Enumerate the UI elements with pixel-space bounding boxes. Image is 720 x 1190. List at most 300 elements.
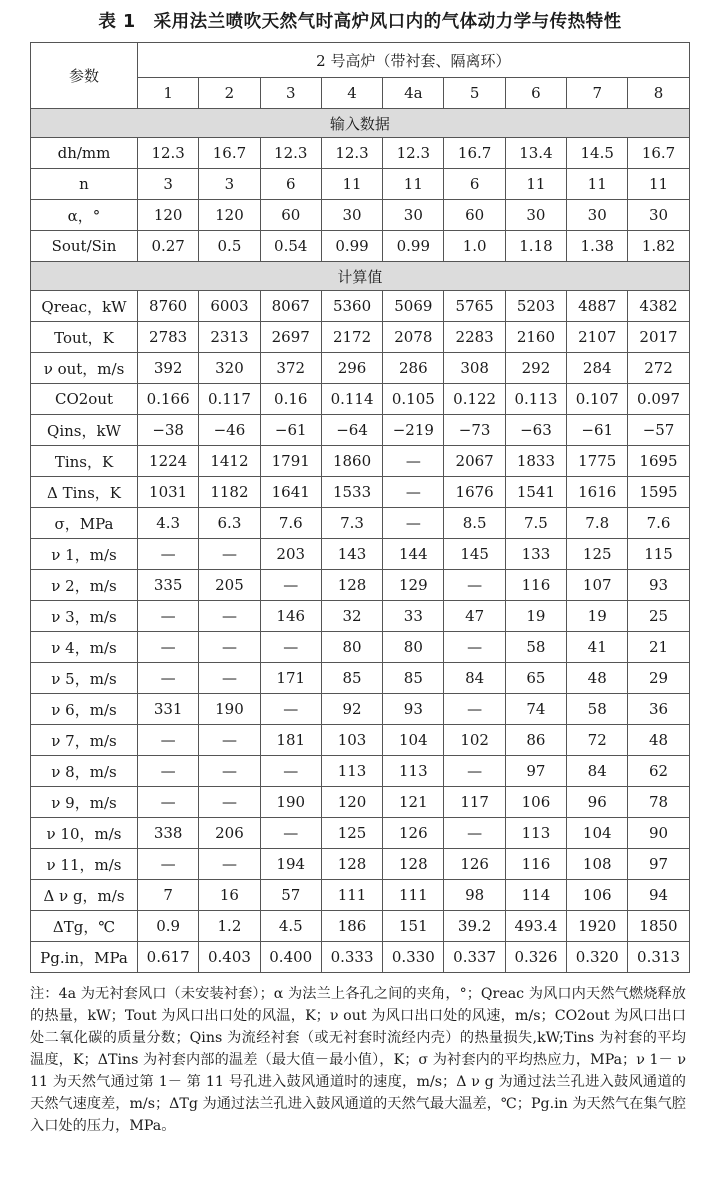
- table-cell: 284: [567, 353, 628, 384]
- table-cell: —: [260, 694, 321, 725]
- table-cell: 0.313: [628, 942, 689, 973]
- table-cell: 6.3: [199, 508, 260, 539]
- row-label: ν 8，m/s: [31, 756, 138, 787]
- table-row: [31, 384, 690, 415]
- table-cell: 493.4: [505, 911, 566, 942]
- table-cell: 25: [628, 601, 689, 632]
- table-cell: —: [260, 756, 321, 787]
- table-cell: 0.113: [505, 384, 566, 415]
- table-cell: 0.326: [505, 942, 566, 973]
- table-cell: 21: [628, 632, 689, 663]
- table-cell: 0.617: [138, 942, 199, 973]
- table-cell: 47: [444, 601, 505, 632]
- table-cell: 80: [321, 632, 382, 663]
- table-cell: 80: [383, 632, 444, 663]
- table-cell: 203: [260, 539, 321, 570]
- table-cell: 106: [505, 787, 566, 818]
- table-cell: 1541: [505, 477, 566, 508]
- table-cell: —: [444, 756, 505, 787]
- row-label: Pg.in，MPa: [31, 942, 138, 973]
- table-cell: 145: [444, 539, 505, 570]
- row-label: σ，MPa: [31, 508, 138, 539]
- table-cell: 1850: [628, 911, 689, 942]
- table-cell: 2078: [383, 322, 444, 353]
- row-label: ΔTg，℃: [31, 911, 138, 942]
- table-cell: −64: [321, 415, 382, 446]
- table-cell: 48: [567, 663, 628, 694]
- table-cell: 4.3: [138, 508, 199, 539]
- table-cell: 111: [321, 880, 382, 911]
- table-cell: 16: [199, 880, 260, 911]
- table-cell: 0.5: [199, 231, 260, 262]
- table-cell: 1775: [567, 446, 628, 477]
- table-row: [31, 756, 690, 787]
- table-cell: 2283: [444, 322, 505, 353]
- table-cell: 0.107: [567, 384, 628, 415]
- table-cell: 2313: [199, 322, 260, 353]
- table-cell: —: [199, 632, 260, 663]
- table-body: [31, 109, 690, 973]
- table-cell: 0.54: [260, 231, 321, 262]
- table-cell: 0.122: [444, 384, 505, 415]
- table-cell: —: [444, 694, 505, 725]
- row-label: Tout，K: [31, 322, 138, 353]
- table-cell: 116: [505, 849, 566, 880]
- table-cell: 16.7: [199, 138, 260, 169]
- table-cell: 1695: [628, 446, 689, 477]
- column-header: 7: [567, 78, 628, 109]
- table-cell: 60: [444, 200, 505, 231]
- table-cell: 151: [383, 911, 444, 942]
- table-cell: 392: [138, 353, 199, 384]
- table-row: [31, 632, 690, 663]
- table-cell: 320: [199, 353, 260, 384]
- table-cell: 104: [383, 725, 444, 756]
- table-cell: 7.6: [628, 508, 689, 539]
- table-row: [31, 570, 690, 601]
- column-header: 5: [444, 78, 505, 109]
- table-cell: —: [260, 818, 321, 849]
- table-cell: 114: [505, 880, 566, 911]
- table-cell: 190: [199, 694, 260, 725]
- table-cell: 0.097: [628, 384, 689, 415]
- table-cell: 0.114: [321, 384, 382, 415]
- table-cell: 4382: [628, 291, 689, 322]
- table-cell: 2017: [628, 322, 689, 353]
- column-header: 2: [199, 78, 260, 109]
- table-cell: 113: [505, 818, 566, 849]
- table-cell: 113: [383, 756, 444, 787]
- table-row: [31, 322, 690, 353]
- table-cell: 103: [321, 725, 382, 756]
- table-cell: 296: [321, 353, 382, 384]
- table-cell: 65: [505, 663, 566, 694]
- table-cell: 92: [321, 694, 382, 725]
- row-label: Δ Tins，K: [31, 477, 138, 508]
- table-cell: 78: [628, 787, 689, 818]
- table-cell: 128: [383, 849, 444, 880]
- table-cell: 11: [321, 169, 382, 200]
- table-cell: 84: [567, 756, 628, 787]
- row-label: dh/mm: [31, 138, 138, 169]
- table-cell: 171: [260, 663, 321, 694]
- table-cell: 85: [321, 663, 382, 694]
- table-row: [31, 849, 690, 880]
- table-cell: 1676: [444, 477, 505, 508]
- row-label: ν 3，m/s: [31, 601, 138, 632]
- table-cell: 62: [628, 756, 689, 787]
- table-cell: 36: [628, 694, 689, 725]
- table-cell: —: [383, 477, 444, 508]
- section-row: [31, 109, 690, 138]
- table-cell: 11: [567, 169, 628, 200]
- table-cell: 1.0: [444, 231, 505, 262]
- row-label: α，°: [31, 200, 138, 231]
- section-row: [31, 262, 690, 291]
- table-cell: 0.9: [138, 911, 199, 942]
- table-cell: 126: [444, 849, 505, 880]
- table-cell: 205: [199, 570, 260, 601]
- table-cell: 74: [505, 694, 566, 725]
- table-cell: 97: [505, 756, 566, 787]
- table-cell: 1224: [138, 446, 199, 477]
- table-cell: 0.320: [567, 942, 628, 973]
- table-cell: 129: [383, 570, 444, 601]
- column-header: 1: [138, 78, 199, 109]
- table-cell: 58: [567, 694, 628, 725]
- table-cell: 7: [138, 880, 199, 911]
- table-cell: −38: [138, 415, 199, 446]
- table-cell: 30: [321, 200, 382, 231]
- table-cell: 93: [383, 694, 444, 725]
- table-cell: −73: [444, 415, 505, 446]
- table-cell: −46: [199, 415, 260, 446]
- table-cell: 1031: [138, 477, 199, 508]
- table-cell: 144: [383, 539, 444, 570]
- table-cell: 125: [567, 539, 628, 570]
- row-label: ν 1，m/s: [31, 539, 138, 570]
- row-label: ν 9，m/s: [31, 787, 138, 818]
- row-label: CO2out: [31, 384, 138, 415]
- table-cell: 19: [567, 601, 628, 632]
- table-cell: 30: [567, 200, 628, 231]
- table-cell: 107: [567, 570, 628, 601]
- row-label: ν 7，m/s: [31, 725, 138, 756]
- row-label: ν out，m/s: [31, 353, 138, 384]
- table-row: [31, 663, 690, 694]
- table-cell: 6: [260, 169, 321, 200]
- table-row: [31, 291, 690, 322]
- table-cell: −219: [383, 415, 444, 446]
- table-cell: 117: [444, 787, 505, 818]
- table-cell: 2783: [138, 322, 199, 353]
- table-cell: 186: [321, 911, 382, 942]
- table-cell: —: [199, 725, 260, 756]
- row-label: ν 4，m/s: [31, 632, 138, 663]
- table-cell: 120: [199, 200, 260, 231]
- table-cell: 13.4: [505, 138, 566, 169]
- table-cell: 5360: [321, 291, 382, 322]
- table-cell: 5765: [444, 291, 505, 322]
- table-row: [31, 353, 690, 384]
- table-cell: −57: [628, 415, 689, 446]
- table-cell: 0.166: [138, 384, 199, 415]
- table-cell: —: [138, 601, 199, 632]
- table-cell: —: [383, 446, 444, 477]
- table-cell: —: [199, 539, 260, 570]
- table-cell: 30: [628, 200, 689, 231]
- table-cell: 0.330: [383, 942, 444, 973]
- table-cell: 96: [567, 787, 628, 818]
- table-cell: 372: [260, 353, 321, 384]
- table-cell: 7.3: [321, 508, 382, 539]
- table-title: 表 1 采用法兰喷吹天然气时高炉风口内的气体动力学与传热特性: [98, 12, 622, 32]
- table-cell: 29: [628, 663, 689, 694]
- table-cell: 111: [383, 880, 444, 911]
- table-cell: 1920: [567, 911, 628, 942]
- table-cell: —: [444, 818, 505, 849]
- table-cell: 33: [383, 601, 444, 632]
- table-cell: 8760: [138, 291, 199, 322]
- table-cell: 57: [260, 880, 321, 911]
- row-label: Qreac，kW: [31, 291, 138, 322]
- table-cell: 58: [505, 632, 566, 663]
- table-cell: —: [138, 632, 199, 663]
- table-cell: —: [199, 849, 260, 880]
- table-cell: 11: [628, 169, 689, 200]
- table-cell: 0.403: [199, 942, 260, 973]
- table-cell: 181: [260, 725, 321, 756]
- row-label: ν 6，m/s: [31, 694, 138, 725]
- column-header: 6: [505, 78, 566, 109]
- table-cell: 120: [321, 787, 382, 818]
- table-row: [31, 231, 690, 262]
- table-cell: —: [260, 632, 321, 663]
- table-cell: 39.2: [444, 911, 505, 942]
- table-row: [31, 508, 690, 539]
- table-cell: 116: [505, 570, 566, 601]
- row-label: Sout/Sin: [31, 231, 138, 262]
- table-cell: 6: [444, 169, 505, 200]
- table-cell: —: [138, 787, 199, 818]
- table-cell: 4.5: [260, 911, 321, 942]
- table-cell: 16.7: [628, 138, 689, 169]
- table-cell: —: [444, 632, 505, 663]
- table-cell: 5203: [505, 291, 566, 322]
- table-cell: 86: [505, 725, 566, 756]
- table-cell: 12.3: [260, 138, 321, 169]
- table-cell: 308: [444, 353, 505, 384]
- table-cell: 1412: [199, 446, 260, 477]
- row-label: ν 11，m/s: [31, 849, 138, 880]
- table-note: [30, 983, 686, 1137]
- table-cell: 272: [628, 353, 689, 384]
- table-cell: 331: [138, 694, 199, 725]
- table-cell: 4887: [567, 291, 628, 322]
- table-cell: 113: [321, 756, 382, 787]
- table-cell: 85: [383, 663, 444, 694]
- section-label: 计算值: [31, 262, 690, 291]
- table-cell: 0.400: [260, 942, 321, 973]
- table-cell: 106: [567, 880, 628, 911]
- table-cell: 121: [383, 787, 444, 818]
- table-cell: 72: [567, 725, 628, 756]
- table-cell: 7.6: [260, 508, 321, 539]
- table-cell: 16.7: [444, 138, 505, 169]
- table-row: [31, 138, 690, 169]
- table-row: [31, 477, 690, 508]
- row-label: Qins，kW: [31, 415, 138, 446]
- table-cell: 125: [321, 818, 382, 849]
- table-cell: —: [138, 756, 199, 787]
- table-cell: 102: [444, 725, 505, 756]
- table-cell: 128: [321, 849, 382, 880]
- table-cell: 93: [628, 570, 689, 601]
- table-cell: —: [199, 663, 260, 694]
- column-header: 3: [260, 78, 321, 109]
- table-cell: 1.82: [628, 231, 689, 262]
- table-cell: 0.117: [199, 384, 260, 415]
- table-cell: 128: [321, 570, 382, 601]
- table-cell: 90: [628, 818, 689, 849]
- table-row: [31, 694, 690, 725]
- table-cell: 338: [138, 818, 199, 849]
- table-cell: 0.105: [383, 384, 444, 415]
- table-cell: 94: [628, 880, 689, 911]
- table-cell: 5069: [383, 291, 444, 322]
- table-row: [31, 446, 690, 477]
- table-cell: 98: [444, 880, 505, 911]
- table-cell: 2107: [567, 322, 628, 353]
- table-cell: 14.5: [567, 138, 628, 169]
- table-cell: 48: [628, 725, 689, 756]
- row-label: Tins，K: [31, 446, 138, 477]
- table-cell: 8067: [260, 291, 321, 322]
- table-cell: 12.3: [383, 138, 444, 169]
- table-cell: 0.99: [383, 231, 444, 262]
- table-row: [31, 725, 690, 756]
- table-cell: —: [260, 570, 321, 601]
- table-cell: 0.27: [138, 231, 199, 262]
- column-header: 8: [628, 78, 689, 109]
- column-header: 4a: [383, 78, 444, 109]
- table-cell: —: [383, 508, 444, 539]
- table-cell: 3: [138, 169, 199, 200]
- table-cell: 206: [199, 818, 260, 849]
- table-cell: 7.8: [567, 508, 628, 539]
- table-cell: 19: [505, 601, 566, 632]
- table-cell: 1641: [260, 477, 321, 508]
- table-cell: 1.38: [567, 231, 628, 262]
- table-cell: 108: [567, 849, 628, 880]
- table-cell: —: [138, 725, 199, 756]
- column-header: 4: [321, 78, 382, 109]
- table-cell: 30: [505, 200, 566, 231]
- table-cell: 194: [260, 849, 321, 880]
- table-cell: —: [138, 849, 199, 880]
- table-cell: 1616: [567, 477, 628, 508]
- table-cell: −61: [567, 415, 628, 446]
- table-cell: 12.3: [138, 138, 199, 169]
- table-row: [31, 942, 690, 973]
- param-header: 参数: [31, 43, 138, 109]
- table-row: [31, 539, 690, 570]
- table-cell: 1533: [321, 477, 382, 508]
- table-cell: 1860: [321, 446, 382, 477]
- table-row: [31, 601, 690, 632]
- table-cell: 97: [628, 849, 689, 880]
- table-row: [31, 169, 690, 200]
- table-cell: 292: [505, 353, 566, 384]
- table-cell: 2172: [321, 322, 382, 353]
- table-row: [31, 880, 690, 911]
- row-label: ν 2，m/s: [31, 570, 138, 601]
- table-cell: —: [199, 756, 260, 787]
- table-cell: 30: [383, 200, 444, 231]
- table-cell: —: [444, 570, 505, 601]
- table-cell: —: [138, 539, 199, 570]
- table-cell: 84: [444, 663, 505, 694]
- table-cell: 1.18: [505, 231, 566, 262]
- table-cell: 1833: [505, 446, 566, 477]
- table-row: [31, 911, 690, 942]
- note-text: 注：4a 为无衬套风口（未安装衬套）；α 为法兰上各孔之间的夹角，°；Qreac 为风口内天然气燃烧释放的热量，kW；Tout 为风口出口处的风温，K；ν out 为风口出口处的风速，m/s；CO2out 为风口出口处二氧化碳的质量分数；Qins 为流经衬套（或无衬套时流经内壳）的热量损失,kW;Tins 为衬套的平均温度，K；ΔTins 为衬套内部的温差（最大值－最小值），K；σ 为衬套内的平均热应力，MPa；ν 1－ ν 11 为天然气通过第 1－ 第 11 号孔进入鼓风通道时的速度，m/s；Δ ν g 为通过法兰孔进入鼓风通道的天然气速度差，m/s；ΔTg 为通过法兰孔进入鼓风通道的天然气最大温差，℃；Pg.in 为天然气在集气腔入口处的压力，MPa。: [30, 986, 686, 1134]
- table-cell: 133: [505, 539, 566, 570]
- table-cell: 1182: [199, 477, 260, 508]
- table-cell: 104: [567, 818, 628, 849]
- table-cell: 1595: [628, 477, 689, 508]
- table-cell: 120: [138, 200, 199, 231]
- table-cell: 143: [321, 539, 382, 570]
- table-cell: 1791: [260, 446, 321, 477]
- row-label: n: [31, 169, 138, 200]
- row-label: ν 5，m/s: [31, 663, 138, 694]
- table-cell: 12.3: [321, 138, 382, 169]
- table-cell: 0.337: [444, 942, 505, 973]
- table-cell: —: [199, 601, 260, 632]
- table-cell: −61: [260, 415, 321, 446]
- table-row: [31, 415, 690, 446]
- table-cell: 126: [383, 818, 444, 849]
- row-label: ν 10，m/s: [31, 818, 138, 849]
- table-cell: 11: [505, 169, 566, 200]
- table-cell: 0.16: [260, 384, 321, 415]
- table-cell: 11: [383, 169, 444, 200]
- table-row: [31, 787, 690, 818]
- table-cell: −63: [505, 415, 566, 446]
- table-cell: 190: [260, 787, 321, 818]
- table-cell: —: [199, 787, 260, 818]
- table-cell: 8.5: [444, 508, 505, 539]
- table-cell: 115: [628, 539, 689, 570]
- table-cell: 146: [260, 601, 321, 632]
- table-cell: —: [138, 663, 199, 694]
- table-cell: 41: [567, 632, 628, 663]
- table-cell: 6003: [199, 291, 260, 322]
- data-table: [30, 42, 690, 973]
- table-cell: 3: [199, 169, 260, 200]
- table-cell: 7.5: [505, 508, 566, 539]
- table-cell: 0.99: [321, 231, 382, 262]
- table-row: [31, 200, 690, 231]
- table-cell: 2160: [505, 322, 566, 353]
- group-header: 2 号高炉（带衬套、隔离环）: [138, 43, 690, 78]
- table-row: [31, 818, 690, 849]
- table-cell: 286: [383, 353, 444, 384]
- table-cell: 0.333: [321, 942, 382, 973]
- table-cell: 2697: [260, 322, 321, 353]
- table-cell: 2067: [444, 446, 505, 477]
